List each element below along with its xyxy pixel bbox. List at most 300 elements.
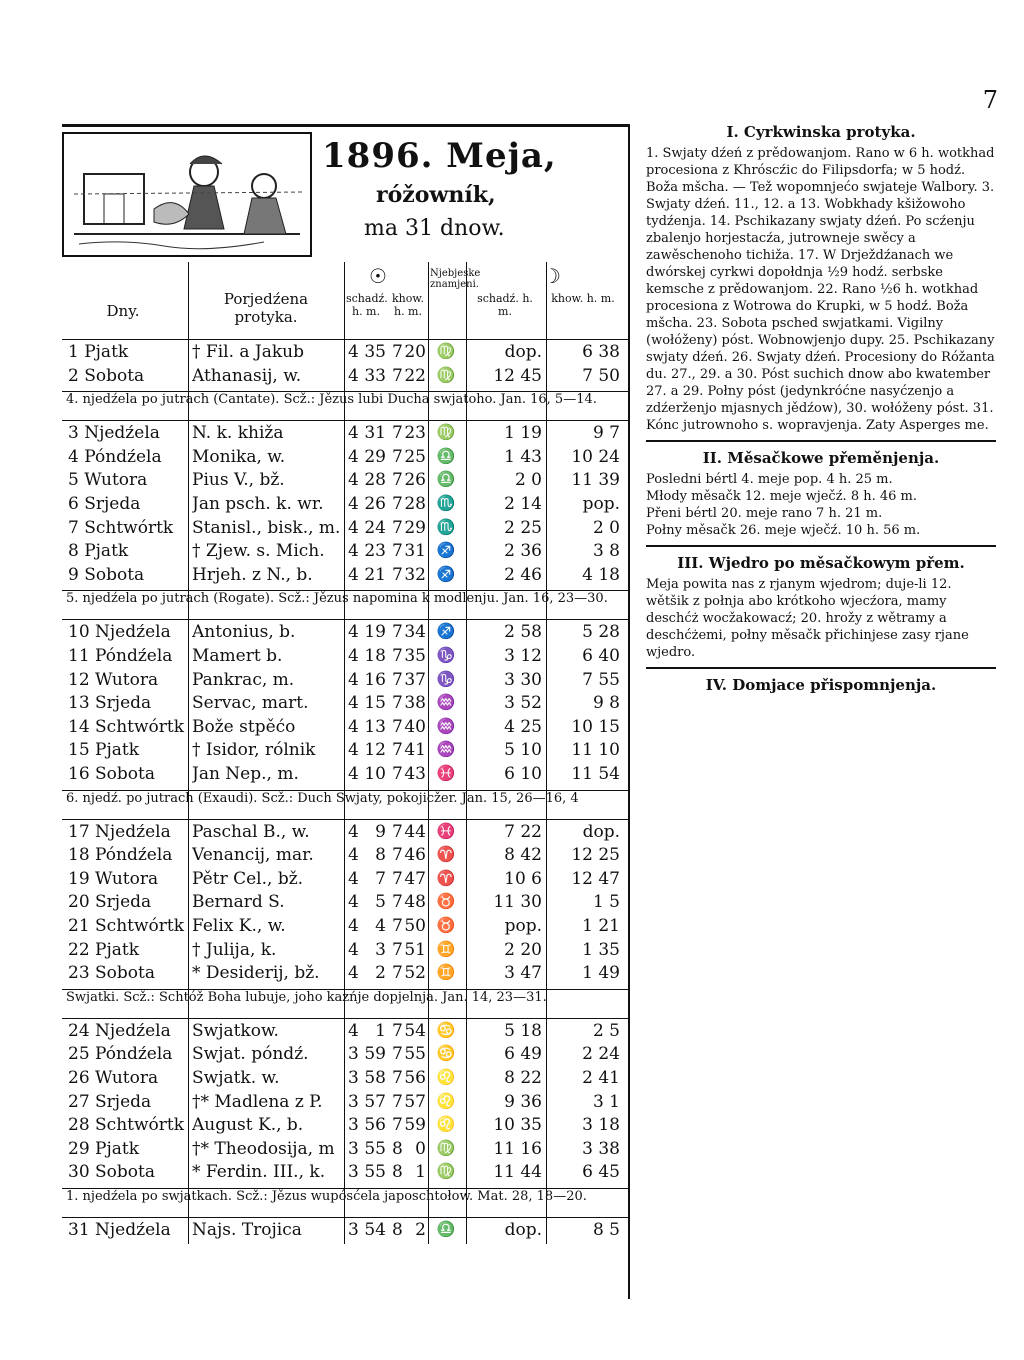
sunrise-hour: 3 [348, 1138, 359, 1159]
sunrise-minute: 28 [364, 470, 386, 491]
sunset-hour: 8 [392, 1162, 403, 1183]
sunrise-hour: 4 [348, 740, 359, 761]
sunset-hour: 7 [392, 963, 403, 984]
weather-title: III. Wjedro po měsačkowym přem. [677, 554, 965, 572]
sunrise-hour: 4 [348, 622, 359, 643]
sunrise-minute: 1 [375, 1020, 386, 1041]
saint-cell: Jan psch. k. wr. [192, 494, 324, 514]
moonrise-cell: 3 47 [504, 963, 542, 984]
sunset-hour: 7 [392, 1091, 403, 1112]
day-cell: 31 Njedźela [68, 1220, 171, 1240]
sunset-minute: 50 [404, 916, 426, 936]
month-title: 1896. Meja, [322, 136, 557, 176]
sunset-minute: 40 [404, 716, 426, 737]
sunrise-minute: 2 [375, 963, 386, 984]
moonset-cell: pop. [582, 494, 620, 514]
sunset-hour: 7 [392, 845, 403, 866]
saint-cell: Mamert b. [192, 646, 283, 666]
zodiac-cell: ♍ [436, 342, 456, 360]
sunset-hour: 8 [392, 1220, 403, 1240]
sunrise-hour: 4 [348, 494, 359, 514]
calendar-row [62, 494, 628, 517]
sunset-minute: 48 [404, 892, 426, 913]
moon-phase-2: Młody měsačk 12. meje wječź. 8 h. 46 m. [646, 489, 917, 504]
sunset-hour: 7 [392, 646, 403, 666]
moonset-cell: 12 25 [571, 845, 620, 866]
sunrise-minute: 35 [364, 342, 386, 362]
sunset-hour: 7 [392, 892, 403, 913]
sunset-minute: 46 [404, 845, 426, 866]
calendar-row [62, 1139, 628, 1162]
saint-cell: Venancij, mar. [192, 845, 314, 866]
day-cell: 20 Srjeda [68, 892, 152, 913]
day-cell: 9 Sobota [68, 564, 145, 585]
zodiac-cell: ♏ [436, 517, 456, 536]
church-calendar-text: 1. Swjaty dźeń z prědowanjom. Rano w 6 h. wotkhad procesiona z Khróscźic do Filipsdorfa; w 5 hodź. Boža mšcha. — Tež wopomnjećo swjateje Walbory. 3. Swjaty dźeń. 11., 12. a 13. Wobkhady kšižowoho tydźenja. 14. Pschikazany swjaty dźeń. Po scźenju zbalenjo horjestacźa, jutrowneje swěcy a zawěschenoho tichiža. 17. W Drježdźanach we dwórskej cyrkwi dopołdnja ½9 hodź. serbske kemsche z prědowanjom. 22. Rano ½6 h. wotkhad procesiona z Wotrowa do Krupki, w 5 hodź. Boža mšcha. 23. Sobota psched swjatkami. Vigilny (wołóženy) póst. Wobnowjenjo dupy. 25. Pschikazany swjaty dźeń. 26. Swjaty dźeń. Procesiony do Róžanta du. 27., 29. a 30. Póst suchich dnow abo kwatember 27. a 29. Połny póst (jedynkróćne nasyćzenjo a zdźerženjo mjasnych jědźow), 30. wołóženy póst. 31. Kónc jutrownoho s. wopravjenja. Zaty Asperges me. [646, 146, 995, 433]
day-cell: 11 Póndźela [68, 646, 173, 666]
day-cell: 2 Sobota [68, 365, 145, 386]
saint-cell: Najs. Trojica [192, 1220, 302, 1240]
zodiac-cell: ♌ [436, 1115, 456, 1134]
moonset-cell: 7 55 [582, 669, 620, 690]
moonset-cell: 5 28 [582, 622, 620, 643]
sunrise-minute: 56 [364, 1115, 386, 1136]
calendar-row [62, 1220, 628, 1243]
day-cell: 18 Póndźela [68, 845, 173, 866]
sunrise-hour: 3 [348, 1068, 359, 1088]
day-cell: 28 Schtwórtk [68, 1115, 185, 1136]
moonrise-cell: dop. [504, 1220, 542, 1240]
moonset-cell: 2 5 [592, 1020, 620, 1041]
sunrise-hour: 3 [348, 1044, 359, 1065]
sunrise-hour: 4 [348, 1020, 359, 1041]
sunset-hour: 7 [392, 1044, 403, 1065]
calendar-row [62, 622, 628, 645]
sunrise-minute: 19 [364, 622, 386, 643]
right-column [646, 124, 996, 698]
moonset-cell: 6 45 [582, 1162, 620, 1183]
moonrise-cell: 1 19 [504, 423, 542, 444]
sunset-minute: 22 [404, 365, 426, 386]
zodiac-cell: ♐ [436, 564, 456, 583]
sunrise-hour: 4 [348, 716, 359, 737]
saint-cell: †* Theodosija, m [192, 1138, 335, 1159]
sunset-hour: 7 [392, 1115, 403, 1136]
zodiac-cell: ♈ [436, 868, 456, 887]
sunrise-hour: 4 [348, 541, 359, 562]
calendar-row [62, 717, 628, 740]
saint-cell: †* Madlena z P. [192, 1091, 323, 1112]
sunrise-minute: 21 [364, 564, 386, 585]
sunset-minute: 23 [404, 423, 426, 444]
calendar-row [62, 565, 628, 588]
sunset-minute: 57 [404, 1091, 426, 1112]
saint-cell: Jan Nep., m. [192, 764, 299, 784]
sunrise-minute: 57 [364, 1091, 386, 1112]
moonset-cell: 10 15 [571, 716, 620, 737]
sunrise-minute: 10 [364, 764, 386, 784]
sunset-hour: 8 [392, 1138, 403, 1159]
sunday-gospel-note: 5. njedźela po jutrach (Rogate). Scž.: Jězus napomina k modlenju. Jan. 16, 23—30. [62, 590, 628, 620]
calendar-row [62, 693, 628, 716]
moonrise-cell: 5 18 [504, 1020, 542, 1041]
moonrise-cell: 2 46 [504, 564, 542, 585]
zodiac-cell: ♉ [436, 916, 456, 934]
saint-cell: * Desiderij, bž. [192, 963, 320, 984]
sunrise-hour: 4 [348, 646, 359, 666]
calendar-row [62, 646, 628, 669]
zodiac-cell: ♓ [436, 821, 456, 840]
column-divider [628, 124, 630, 1299]
col-sun-rise: schadź. h. m. [346, 292, 388, 318]
sunrise-minute: 13 [364, 716, 386, 737]
moonset-cell: 10 24 [571, 446, 620, 467]
sunrise-hour: 4 [348, 916, 359, 936]
moonset-cell: 9 8 [592, 693, 620, 714]
calendar-row [62, 447, 628, 470]
day-cell: 7 Schtwórtk [68, 517, 174, 538]
sunset-hour: 7 [392, 821, 403, 842]
sunrise-minute: 54 [364, 1220, 386, 1240]
zodiac-cell: ♋ [436, 1044, 456, 1063]
moonset-cell: 11 10 [571, 740, 620, 761]
calendar-row [62, 892, 628, 915]
sunday-gospel-note: 4. njedźela po jutrach (Cantate). Scž.: Jězus lubi Ducha swjatoho. Jan. 16, 5—14. [62, 391, 628, 421]
sunset-minute: 55 [404, 1044, 426, 1065]
sunset-minute: 2 [415, 1220, 426, 1240]
sunday-gospel-note: 1. njedźela po swjatkach. Scž.: Jězus wupósćela japoschtołow. Mat. 28, 18—20. [62, 1188, 628, 1218]
day-cell: 10 Njedźela [68, 622, 171, 643]
sunset-minute: 59 [404, 1115, 426, 1136]
sun-icon: ☉ [369, 264, 387, 288]
day-cell: 21 Schtwórtk [68, 916, 185, 936]
sunrise-minute: 8 [375, 845, 386, 866]
sunset-hour: 7 [392, 446, 403, 467]
sunset-minute: 43 [404, 764, 426, 784]
saint-cell: Felix K., w. [192, 916, 286, 936]
calendar-row [62, 940, 628, 963]
sunrise-hour: 3 [348, 1115, 359, 1136]
sunday-gospel-note: Swjatki. Scž.: Schtóž Boha lubuje, joho kazńje dopjelnja. Jan. 14, 23—31. [62, 989, 628, 1019]
calendar-row [62, 1068, 628, 1091]
zodiac-cell: ♌ [436, 1068, 456, 1086]
sunrise-minute: 7 [375, 868, 386, 889]
col-sun-set: khow. h. m. [392, 292, 424, 318]
sunrise-hour: 4 [348, 939, 359, 960]
moonrise-cell: 3 52 [504, 693, 542, 714]
moonset-cell: 11 54 [571, 764, 620, 784]
moonrise-cell: 11 30 [493, 892, 542, 913]
weather [646, 555, 996, 669]
moonrise-cell: 2 58 [504, 622, 542, 643]
moonrise-cell: 9 36 [504, 1091, 542, 1112]
calendar-row [62, 423, 628, 446]
moon-phases-title: II. Měsačkowe přeměnjenja. [702, 449, 940, 467]
col-moon-rise: schadź. h. m. [477, 292, 533, 318]
moonrise-cell: 7 22 [504, 821, 542, 842]
sunset-minute: 56 [404, 1068, 426, 1088]
saint-cell: Pětr Cel., bž. [192, 868, 304, 889]
calendar-row [62, 541, 628, 564]
month-days: ma 31 dnow. [364, 216, 505, 241]
day-cell: 8 Pjatk [68, 541, 129, 562]
moonrise-cell: 4 25 [504, 716, 542, 737]
sunset-minute: 44 [404, 821, 426, 842]
zodiac-cell: ♎ [436, 1220, 456, 1238]
moonset-cell: 2 41 [582, 1068, 620, 1088]
sunrise-hour: 4 [348, 764, 359, 784]
sunrise-hour: 3 [348, 1091, 359, 1112]
zodiac-cell: ♊ [436, 963, 456, 982]
sunset-minute: 38 [404, 693, 426, 714]
moonrise-cell: 10 6 [504, 868, 542, 889]
saint-cell: * Ferdin. III., k. [192, 1162, 326, 1183]
zodiac-cell: ♍ [436, 1162, 456, 1181]
table-column-line [466, 262, 467, 1244]
sunrise-minute: 16 [364, 669, 386, 690]
zodiac-cell: ♓ [436, 764, 456, 782]
sunset-hour: 7 [392, 342, 403, 362]
table-column-line [428, 262, 429, 1244]
column-headers [62, 262, 628, 340]
moonrise-cell: 8 22 [504, 1068, 542, 1088]
zodiac-cell: ♑ [436, 646, 456, 664]
moonrise-cell: 12 45 [493, 365, 542, 386]
sunrise-hour: 4 [348, 821, 359, 842]
sunset-hour: 7 [392, 517, 403, 538]
moonset-cell: 3 1 [592, 1091, 620, 1112]
calendar-row [62, 740, 628, 763]
day-cell: 30 Sobota [68, 1162, 156, 1183]
saint-cell: † Isidor, rólnik [192, 740, 316, 761]
zodiac-cell: ♉ [436, 892, 456, 911]
illustration-drawing [64, 134, 310, 255]
zodiac-cell: ♑ [436, 669, 456, 688]
day-cell: 19 Wutora [68, 868, 159, 889]
sunrise-minute: 12 [364, 740, 386, 761]
calendar-row [62, 1115, 628, 1138]
notes [646, 677, 996, 694]
moonrise-cell: 8 42 [504, 845, 542, 866]
moonset-cell: 1 5 [592, 892, 620, 913]
moonset-cell: 1 21 [582, 916, 620, 936]
moonset-cell: 3 8 [592, 541, 620, 562]
calendar-row [62, 1162, 628, 1185]
moonrise-cell: 2 20 [504, 939, 542, 960]
sunrise-hour: 4 [348, 365, 359, 386]
sunset-hour: 7 [392, 669, 403, 690]
col-day: Dny. [106, 302, 140, 320]
calendar-row [62, 822, 628, 845]
sunrise-hour: 4 [348, 446, 359, 467]
day-cell: 22 Pjatk [68, 939, 140, 960]
calendar-row [62, 1092, 628, 1115]
calendar-row [62, 963, 628, 986]
zodiac-cell: ♊ [436, 939, 456, 958]
zodiac-cell: ♋ [436, 1020, 456, 1039]
calendar-row [62, 1021, 628, 1044]
day-cell: 23 Sobota [68, 963, 156, 984]
saint-cell: Monika, w. [192, 446, 286, 467]
sunset-minute: 54 [404, 1020, 426, 1041]
zodiac-cell: ♐ [436, 622, 456, 641]
day-cell: 15 Pjatk [68, 740, 140, 761]
moonset-cell: 7 50 [582, 365, 620, 386]
sunset-minute: 51 [404, 939, 426, 960]
sunrise-minute: 31 [364, 423, 386, 444]
saint-cell: Pius V., bž. [192, 470, 285, 491]
zodiac-cell: ♒ [436, 716, 456, 735]
moonset-cell: 9 7 [592, 423, 620, 444]
moonrise-cell: 1 43 [504, 446, 542, 467]
moonset-cell: 2 0 [592, 517, 620, 538]
calendar-row [62, 764, 628, 787]
notes-title: IV. Domjace přispomnjenja. [705, 676, 937, 694]
zodiac-cell: ♒ [436, 693, 456, 712]
page-number: 7 [982, 86, 998, 114]
table-column-line [344, 262, 345, 1244]
sunset-hour: 7 [392, 764, 403, 784]
day-cell: 13 Srjeda [68, 693, 152, 714]
saint-cell: Bože stpěćo [192, 716, 296, 737]
sunset-hour: 7 [392, 693, 403, 714]
sunset-minute: 31 [404, 541, 426, 562]
sunrise-hour: 4 [348, 845, 359, 866]
saint-cell: † Zjew. s. Mich. [192, 541, 325, 562]
sunrise-hour: 4 [348, 517, 359, 538]
church-calendar [646, 124, 996, 442]
calendar-row [62, 470, 628, 493]
zodiac-cell: ♍ [436, 423, 456, 442]
sunrise-minute: 26 [364, 494, 386, 514]
calendar-row [62, 1044, 628, 1067]
table-column-line [188, 262, 189, 1244]
col-saint: Porjedźena protyka. [223, 290, 309, 326]
weather-text: Meja powita nas z rjanym wjedrom; duje-li 12. wětšik z połnja abo krótkoho wjecźora, mamy deschćż wocžakowacź; 20. hrožy z wětramy a deschćżemi, połny měsačk přichinjese zasy rjane wjedro. [646, 577, 969, 660]
moonrise-cell: 2 14 [504, 494, 542, 514]
saint-cell: N. k. khiža [192, 423, 284, 444]
zodiac-cell: ♒ [436, 740, 456, 759]
saint-cell: Servac, mart. [192, 693, 309, 714]
sunset-hour: 7 [392, 423, 403, 444]
sunrise-minute: 29 [364, 446, 386, 467]
sunset-hour: 7 [392, 365, 403, 386]
sunrise-hour: 4 [348, 669, 359, 690]
moonset-cell: 1 49 [582, 963, 620, 984]
sunrise-minute: 59 [364, 1044, 386, 1065]
sunset-hour: 7 [392, 541, 403, 562]
moonset-cell: 2 24 [582, 1044, 620, 1065]
saint-cell: Antonius, b. [192, 622, 296, 643]
moonrise-cell: 2 36 [504, 541, 542, 562]
sunset-minute: 35 [404, 646, 426, 666]
sunrise-minute: 58 [364, 1068, 386, 1088]
moonset-cell: dop. [582, 821, 620, 842]
sunrise-hour: 4 [348, 963, 359, 984]
col-zodiac: Njebjeske znamjeni. [430, 268, 481, 290]
calendar-row [62, 869, 628, 892]
day-cell: 26 Wutora [68, 1068, 159, 1088]
moonrise-cell: pop. [504, 916, 542, 936]
moonset-cell: 12 47 [571, 868, 620, 889]
calendar-table [62, 124, 628, 1299]
moon-phases [646, 450, 996, 547]
calendar-row [62, 916, 628, 939]
moonrise-cell: 3 12 [504, 646, 542, 666]
moonset-cell: 3 18 [582, 1115, 620, 1136]
day-cell: 4 Póndźela [68, 446, 162, 467]
sunrise-hour: 4 [348, 693, 359, 714]
calendar-row [62, 366, 628, 389]
month-subtitle: róžowník, [376, 182, 496, 208]
sunset-hour: 7 [392, 939, 403, 960]
sunset-hour: 7 [392, 1068, 403, 1088]
zodiac-cell: ♍ [436, 365, 456, 384]
sunrise-hour: 3 [348, 1220, 359, 1240]
moonrise-cell: 11 16 [493, 1138, 542, 1159]
moonrise-cell: 2 25 [504, 517, 542, 538]
moonset-cell: 4 18 [582, 564, 620, 585]
calendar-row [62, 670, 628, 693]
moonset-cell: 8 5 [592, 1220, 620, 1240]
sunrise-minute: 5 [375, 892, 386, 913]
church-calendar-title: I. Cyrkwinska protyka. [726, 123, 916, 141]
sunset-hour: 7 [392, 716, 403, 737]
sunrise-minute: 24 [364, 517, 386, 538]
sunrise-minute: 15 [364, 693, 386, 714]
saint-cell: Swjatk. w. [192, 1068, 280, 1088]
sunset-hour: 7 [392, 564, 403, 585]
day-cell: 3 Njedźela [68, 423, 160, 444]
saint-cell: † Julija, k. [192, 939, 277, 960]
moon-phase-4: Połny měsačk 26. meje wječź. 10 h. 56 m. [646, 523, 921, 538]
sunrise-hour: 3 [348, 1162, 359, 1183]
zodiac-cell: ♎ [436, 470, 456, 489]
sunrise-minute: 33 [364, 365, 386, 386]
sunrise-minute: 9 [375, 821, 386, 842]
saint-cell: Stanisl., bisk., m. [192, 517, 340, 538]
day-cell: 1 Pjatk [68, 342, 129, 362]
sunset-minute: 28 [404, 494, 426, 514]
moon-phase-1: Posledni bértl 4. meje pop. 4 h. 25 m. [646, 472, 893, 487]
sunrise-minute: 55 [364, 1138, 386, 1159]
sunset-hour: 7 [392, 868, 403, 889]
sunset-minute: 26 [404, 470, 426, 491]
illustration-children [62, 132, 312, 257]
day-cell: 27 Srjeda [68, 1091, 152, 1112]
sunset-minute: 32 [404, 564, 426, 585]
sunday-gospel-note: 6. njedź. po jutrach (Exaudi). Scž.: Duch Swjaty, pokojicžer. Jan. 15, 26—16, 4 [62, 790, 628, 820]
moonrise-cell: dop. [504, 342, 542, 362]
moonrise-cell: 11 44 [493, 1162, 542, 1183]
calendar-row [62, 845, 628, 868]
moonrise-cell: 2 0 [514, 470, 542, 491]
calendar-row [62, 342, 628, 365]
day-cell: 6 Srjeda [68, 494, 141, 514]
zodiac-cell: ♎ [436, 446, 456, 465]
sunset-hour: 7 [392, 622, 403, 643]
sunrise-hour: 4 [348, 868, 359, 889]
sunset-minute: 37 [404, 669, 426, 690]
col-moon-set: khow. h. m. [551, 292, 615, 305]
sunrise-minute: 55 [364, 1162, 386, 1183]
zodiac-cell: ♌ [436, 1091, 456, 1110]
moonrise-cell: 5 10 [504, 740, 542, 761]
sunset-hour: 7 [392, 740, 403, 761]
sunset-minute: 29 [404, 517, 426, 538]
sunrise-minute: 18 [364, 646, 386, 666]
sunset-minute: 34 [404, 622, 426, 643]
